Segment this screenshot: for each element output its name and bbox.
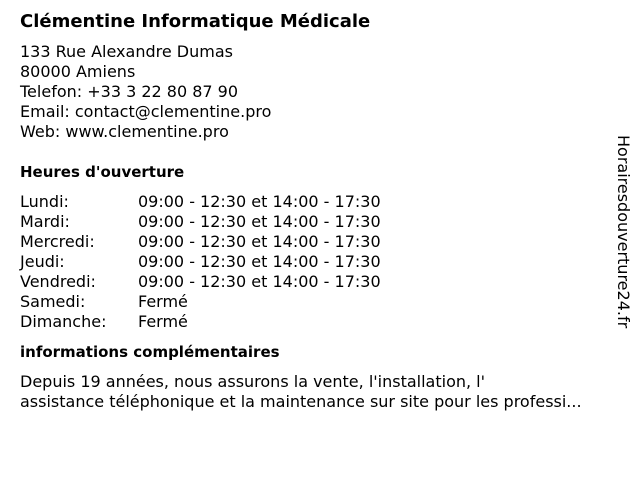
phone-number[interactable]: Telefon: +33 3 22 80 87 90 — [20, 82, 239, 101]
hours-row-friday — [20, 272, 620, 292]
hours-row-tuesday — [20, 212, 620, 232]
day-hours: Fermé — [138, 312, 188, 331]
day-label: Dimanche: — [20, 312, 107, 331]
hours-row-saturday — [20, 292, 620, 312]
business-name: Clémentine Informatique Médicale — [20, 11, 371, 32]
hours-row-monday — [20, 192, 620, 212]
day-label: Vendredi: — [20, 272, 96, 291]
hours-row-wednesday — [20, 232, 620, 252]
address-block — [20, 42, 620, 142]
hours-table — [20, 192, 620, 332]
description — [20, 372, 628, 412]
email-address[interactable]: Email: contact@clementine.pro — [20, 102, 272, 121]
hours-row-thursday — [20, 252, 620, 272]
day-label: Mercredi: — [20, 232, 95, 251]
day-hours: Fermé — [138, 292, 188, 311]
website-link[interactable]: Web: www.clementine.pro — [20, 122, 229, 141]
city-postal: 80000 Amiens — [20, 62, 136, 81]
day-hours: 09:00 - 12:30 et 14:00 - 17:30 — [138, 252, 381, 271]
description-line: assistance téléphonique et la maintenance sur site pour les professi... — [20, 392, 582, 411]
day-label: Lundi: — [20, 192, 69, 211]
day-hours: 09:00 - 12:30 et 14:00 - 17:30 — [138, 232, 381, 251]
hours-heading: Heures d'ouverture — [20, 163, 185, 181]
day-hours: 09:00 - 12:30 et 14:00 - 17:30 — [138, 272, 381, 291]
info-heading: informations complémentaires — [20, 343, 280, 361]
street-address: 133 Rue Alexandre Dumas — [20, 42, 233, 61]
watermark-text: Horairesdouverture24.fr — [614, 135, 633, 329]
description-line: Depuis 19 années, nous assurons la vente, l'installation, l' — [20, 372, 486, 391]
day-label: Mardi: — [20, 212, 70, 231]
day-hours: 09:00 - 12:30 et 14:00 - 17:30 — [138, 192, 381, 211]
day-hours: 09:00 - 12:30 et 14:00 - 17:30 — [138, 212, 381, 231]
day-label: Jeudi: — [20, 252, 65, 271]
day-label: Samedi: — [20, 292, 86, 311]
hours-row-sunday — [20, 312, 620, 332]
business-card — [20, 10, 620, 412]
